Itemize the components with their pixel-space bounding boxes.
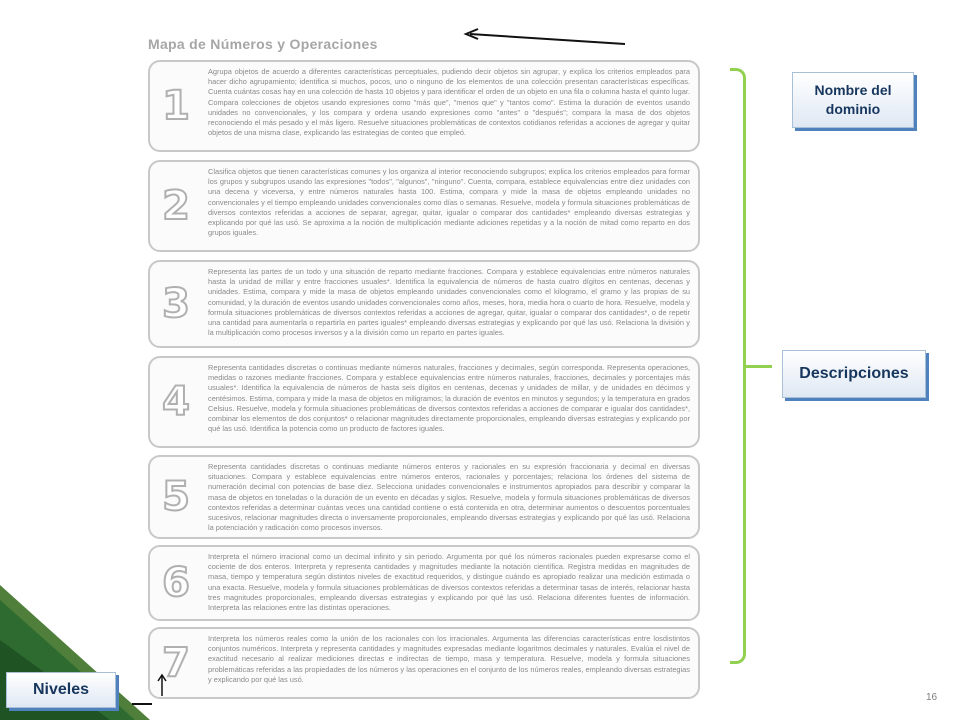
callout-line: Nombre del bbox=[814, 82, 892, 98]
level-number: 7 bbox=[162, 640, 190, 686]
arrow-up-icon bbox=[130, 672, 190, 712]
level-number: 3 bbox=[162, 281, 190, 327]
level-description: Interpreta el número irracional como un decimal infinito y sin periodo. Argumenta por qué los números racionales pueden expresarse como el cociente de dos enteros. Interpreta y representa cantidades y magnitudes mediante la notación científica. Registra medidas en magnitudes de masa, tiempo y temperatura según distintos niveles de exactitud requeridos, y distingue cuándo es apropiado realizar una medición estimada o una exacta. Resuelve, modela y formula situaciones problemáticas de diversos contextos referidas a determinar tasas de interés, relacionar hasta tres magnitudes proporcionales, empleando diversas estrategias y explicando por qué las usó. Relaciona diferentes fuentes de información. Interpreta las relaciones entre las distintas operaciones. bbox=[208, 552, 690, 613]
descriptions-bracket bbox=[730, 68, 746, 664]
level-description: Interpreta los números reales como la unión de los racionales con los irracionales. Argumenta las diferencias características entre losdistintos conjuntos numéricos. Interpreta y representa cantidades y magnitudes expresadas mediante logaritmos decimales y naturales. Evalúa el nivel de exactitud necesario al realizar mediciones directas e indirectas de tiempo, masa y temperatura. Resuelve, modela y formula situaciones problemáticas referidas a las propiedades de los números y las operaciones en el conjunto de los números reales, empleando diversas estrategias y explicando por qué las usó. bbox=[208, 634, 690, 684]
arrow-left-icon bbox=[460, 24, 630, 54]
level-description: Representa cantidades discretas o continuas mediante números naturales, fracciones y decimales, según corresponda. Representa operaciones, medidas o razones mediante fracciones. Compara y establece equivalencias entre números naturales, fracciones, decimales y porcentajes más usuales*. Identifica la equivalencia de números de hasta seis dígitos en centenas, decenas y unidades de millar, y de unidades en décimos y centésimos. Estima, compara y mide la masa de objetos en miligramos; la duración de eventos en minutos y segundos; y la temperatura en grados Celsius. Resuelve, modela y formula situaciones problemáticas de diversos contextos referidas a acciones de comparar e igualar dos cantidades*, combinar los elementos de dos conjuntos* o relacionar magnitudes directamente proporcionales, empleando diversas estrategias y explicando por qué las usó. Identifica la potencia como un producto de factores iguales. bbox=[208, 363, 690, 434]
level-description: Clasifica objetos que tienen características comunes y los organiza al interior reconociendo subgrupos; explica los criterios empleados para formar los grupos y subgrupos usando las expresiones "todos", "algunos", "ninguno". Cuenta, compara, establece equivalencias entre diez unidades con una decena y viceversa, y entre números naturales hasta 100. Estima, compara y mide la masa de objetos empleando unidades no convencionales y el tiempo empleando unidades convencionales como días o semanas. Resuelve, modela y formula situaciones problemáticas de diversos contextos referidas a acciones de separar, agregar, quitar, igualar o comparar dos cantidades* empleando diversas estrategias y explicando por qué las usó. Se aproxima a la noción de multiplicación mediante adiciones repetidas y a la noción de mitad como reparto en dos grupos iguales. bbox=[208, 167, 690, 238]
level-card-2 bbox=[148, 160, 700, 252]
level-card-3 bbox=[148, 260, 700, 348]
level-number: 6 bbox=[162, 560, 190, 606]
level-number: 1 bbox=[162, 83, 190, 129]
level-card-6 bbox=[148, 545, 700, 621]
descriptions-callout: Descripciones bbox=[782, 350, 926, 398]
level-card-5 bbox=[148, 455, 700, 539]
level-card-4 bbox=[148, 356, 700, 448]
callout-line: dominio bbox=[825, 101, 881, 117]
level-description: Agrupa objetos de acuerdo a diferentes características perceptuales, pudiendo decir objetos sin agrupar, y explica los criterios empleados para hacer dicho agrupamiento; identifica si muchos, pocos, uno o ninguno de los elementos de una colección presentan características específicas. Cuenta cuántas cosas hay en una colección de hasta 10 objetos y para identificar el orden de un objeto en una fila o columna hasta el quinto lugar. Compara colecciones de objetos usando expresiones como "más que", "menos que" y "tantos como". Estima la duración de eventos usando unidades no convencionales, y los compara y ordena usando expresiones como "antes" o "después"; compara la masa de dos objetos reconociendo el más pesado y el más ligero. Resuelve situaciones problemáticas de contextos cotidianos referidas a acciones de agregar y quitar objetos de una misma clase, explicando las estrategias de conteo que empleó. bbox=[208, 67, 690, 138]
level-card-7 bbox=[148, 627, 700, 699]
level-number: 4 bbox=[162, 379, 190, 425]
page-number: 16 bbox=[926, 692, 938, 703]
bracket-pointer bbox=[746, 365, 772, 368]
level-number: 5 bbox=[162, 474, 190, 520]
level-number: 2 bbox=[162, 183, 190, 229]
level-description: Representa las partes de un todo y una situación de reparto mediante fracciones. Compara y establece equivalencias entre números naturales hasta la unidad de millar y entre fracciones usuales*. Identifica la equivalencia de números de hasta cuatro dígitos en centenas, decenas y unidades. Estima, compara y mide la masa de objetos empleando unidades convencionales como el kilogramo, el gramo y las propias de su comunidad, y la duración de eventos usando unidades convencionales como años, meses, hora, media hora o cuarto de hora. Resuelve, modela y formula situaciones problemáticas de diversos contextos referidas a acciones de agregar, quitar, igualar o comparar dos cantidades*, o de repetir una cantidad para aumentarla o repartirla en partes iguales* empleando diversas estrategias y explicando por qué las usó. Relaciona la división y la multiplicación como procesos inversos y a la división como un reparto en partes iguales. bbox=[208, 267, 690, 338]
level-card-1 bbox=[148, 60, 700, 152]
levels-callout: Niveles bbox=[6, 672, 116, 708]
domain-name-callout bbox=[792, 72, 914, 128]
page-title: Mapa de Números y Operaciones bbox=[148, 36, 378, 52]
level-description: Representa cantidades discretas o continuas mediante números enteros y racionales en su expresión fraccionaria y decimal en diversas situaciones. Compara y establece equivalencias entre números enteros, racionales y porcentajes; relaciona los órdenes del sistema de numeración decimal con potencias de base diez. Selecciona unidades convencionales e instrumentos apropiados para describir y comparar la masa de objetos en toneladas o la duración de un evento en décadas y siglos. Resuelve, modela y formula situaciones problemáticas de diversos contextos referidas a determinar cuántas veces una cantidad contiene o está contenida en otra, determinar aumentos o descuentos porcentuales sucesivos, relacionar magnitudes directa o inversamente proporcionales, empleando diversas estrategias y explicando por qué las usó. Relaciona la potenciación y radicación como procesos inversos. bbox=[208, 462, 690, 533]
